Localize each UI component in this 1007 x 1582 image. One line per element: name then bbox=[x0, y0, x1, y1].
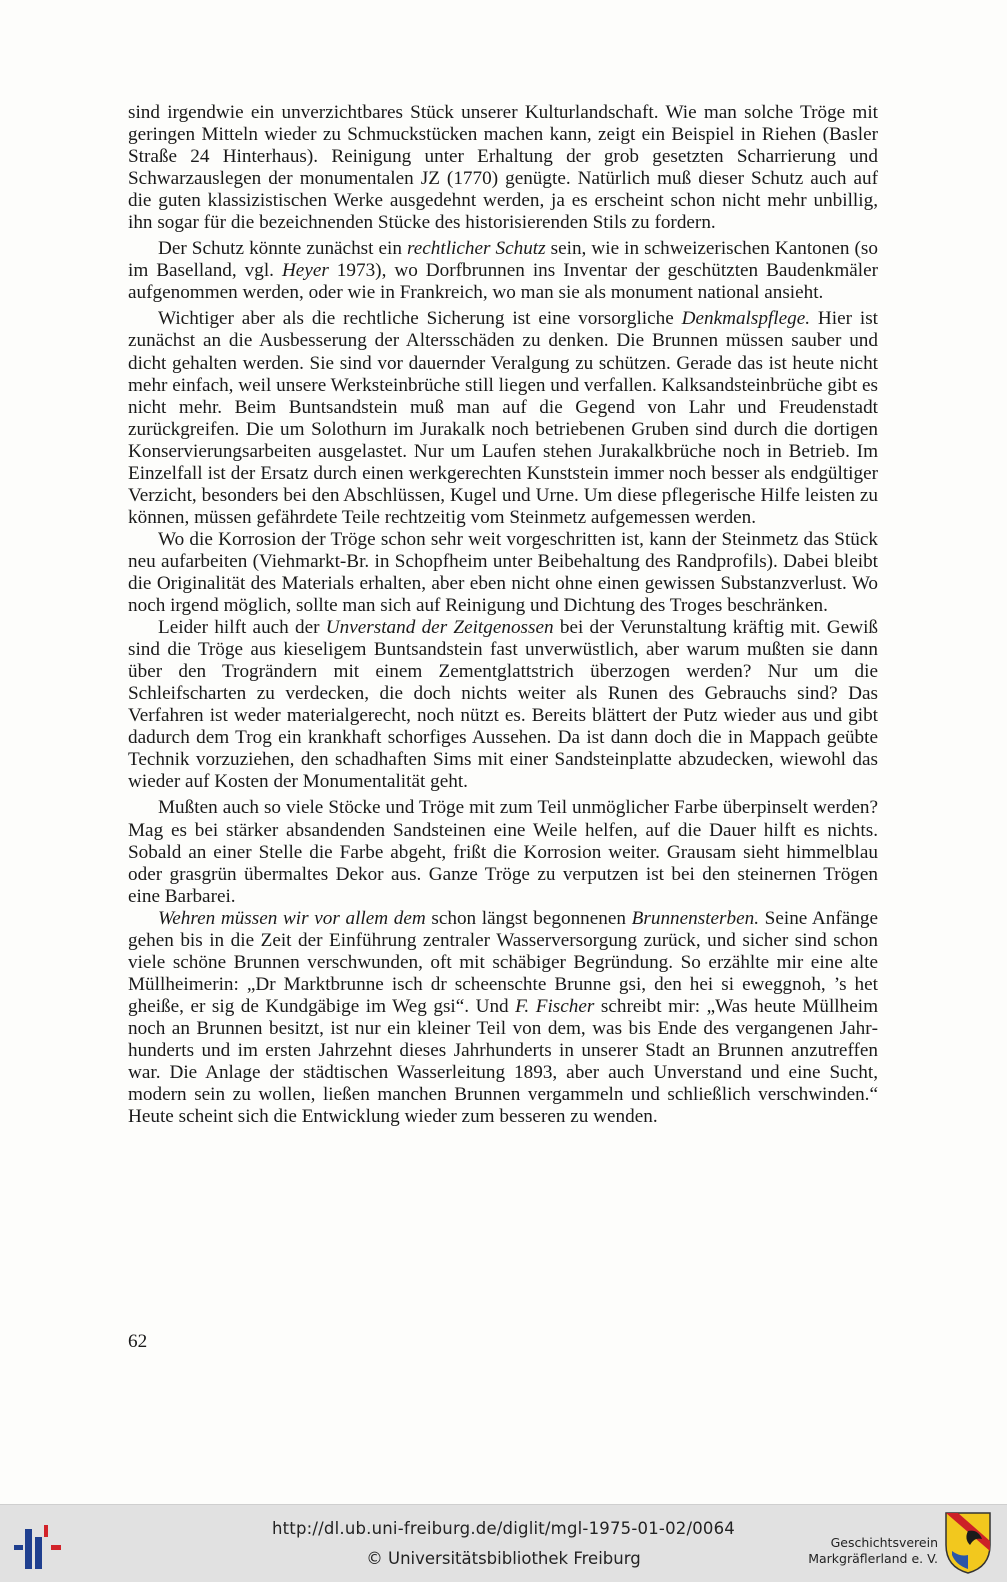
italic-text: Denkmalspflege. bbox=[681, 308, 811, 330]
permalink-url[interactable]: http://dl.ub.uni-freiburg.de/diglit/mgl-1975-01-02/0064 bbox=[271, 1519, 736, 1538]
viewer-footer bbox=[0, 1504, 1007, 1582]
italic-text: Wehren müssen wir vor allem dem bbox=[158, 907, 426, 929]
italic-text: Unverstand der Zeitgenossen bbox=[325, 617, 554, 639]
italic-text: rechtlicher Schutz bbox=[407, 238, 546, 260]
text-run: 1973), wo Dorfbrunnen ins Inventar der geschützten Baudenkmäler aufgenommen werden, oder wie in Frankreich, wo man sie als monument national ansieht. bbox=[128, 260, 878, 304]
italic-text: Heyer bbox=[281, 260, 329, 282]
paragraph bbox=[128, 797, 878, 907]
text-run: Seine Anfänge gehen bis in die Zeit der Einführung zentraler Wasserversorgung zurück, und sicher sind schon viele schöne Brunnen verschwunden, oft mit schäbiger Begründung. So erzählte mir eine alte Müllheimerin: „Dr Marktbrunne isch dr scheenschte Brunne gsi, den hei si eweggnoh, ’s het gheiße, er sig de Kundgäbige im Weg gsi“. Und bbox=[128, 907, 878, 1017]
paragraph bbox=[128, 102, 878, 234]
text-run: bei der Verunstaltung kräftig mit. Gewiß sind die Tröge aus kieseligem Buntsandstein fast unverwüstlich, aber warum mußten sie dann über den Trogrändern mit einem Zementglattstrich überzogen werden? Nur um die Schleifscharten zu verdecken, die doch nichts weiter als Runen des Gebrauchs sind? Das Verfahren ist weder materialgerecht, noch nützt es. Bereits blättert der Putz wieder aus und gibt dadurch dem Trog ein krankhaft schorfiges Aussehen. Da ist dann doch die in Mappach geübte Technik vorzuziehen, den schadhaften Sims mit einer Sandsteinplatte abzudecken, wiewohl das wieder auf Kosten der Monumentalität geht. bbox=[128, 617, 878, 793]
text-run: Wo die Korrosion der Tröge schon sehr weit vorgeschritten ist, kann der Steinmetz das Stück neu aufarbeiten (Viehmarkt-Br. in Schopfheim unter Beibehaltung des Randprofils). Dabei bleibt die Originalität des Materials erhalten, aber eben nicht ohne einen gewissen Substanzverlust. Wo noch irgend möglich, sollte man sich auf Reinigung und Dichtung des Troges beschränken. bbox=[128, 528, 878, 617]
text-run: Der Schutz könnte zunächst ein bbox=[158, 238, 407, 260]
society-name bbox=[808, 1535, 938, 1567]
text-run: Hier ist zunächst an die Ausbesserung der Altersschäden zu denken. Die Brunnen müssen sauber und dicht gehalten werden. Sie sind vor dauernder Veralgung zu schützen. Gerade das ist heute nicht mehr einfach, weil unsere Werksteinbrüche still liegen und verfallen. Kalksandsteinbrüche gibt es nicht mehr. Beim Buntsandstein muß man auf die Gegend von Lahr und Freudenstadt zurückgreifen. Die um Solothurn im Jurakalk noch betriebenen Gruben sind durch die dortigen Konservierungsarbeiten ausgelastet. Nur um Laufen stehen Jurakalkbrüche noch in Betrieb. Im Einzelfall ist der Ersatz durch einen werkgerechten Kunststein immer noch besser als endgültiger Verzicht, besonders bei den Abschlüssen, Kugel und Urne. Um diese pflegerische Hilfe leisten zu können, müssen gefährdete Teile rechtzeitig vom Steinmetz aufgemessen werden. bbox=[128, 308, 878, 528]
text-run: sind irgendwie ein unverzichtbares Stück unserer Kulturlandschaft. Wie man solche Tröge mit geringen Mitteln wieder zu Schmuckstücken machen kann, zeigt ein Beispiel in Riehen (Basler Straße 24 Hinterhaus). Reinigung unter Erhaltung der grob gesetzten Scharrierung und Schwarzauslegen der monumentalen JZ (1770) genügte. Natürlich muß dieser Schutz auch auf die guten klassizistischen Werke ausgedehnt werden, ja es erscheint schon nicht mehr unbillig, ihn sogar für die bezeichnenden Stücke des historisierenden Stils zu fordern. bbox=[128, 102, 878, 234]
society-line-1: Geschichtsverein bbox=[830, 1535, 938, 1550]
paragraph bbox=[128, 308, 878, 528]
text-run: Leider hilft auch der bbox=[158, 617, 326, 639]
text-run: schon längst begonnenen bbox=[425, 907, 632, 929]
paragraph bbox=[128, 529, 878, 617]
copyright-notice: © Universitätsbibliothek Freiburg bbox=[366, 1549, 641, 1568]
italic-text: F. Fischer bbox=[515, 995, 595, 1017]
page-number: 62 bbox=[128, 1331, 148, 1352]
body-text bbox=[128, 102, 878, 1128]
text-run: schreibt mir: „Was heute Müllheim noch an Brunnen besitzt, ist nur ein kleiner Teil von dem, was bis Ende des vergangenen Jahrhunderts und im ersten Jahrzehnt dieses Jahrhunderts in unserer Stadt an Brunnen anzutreffen war. Die Anlage der städtischen Wasserleitung 1893, aber auch Unverstand und eine Sucht, modern sein zu wollen, ließen manchen Brunnen vergammeln und schließlich verschwinden.“ Heute scheint sich die Entwicklung wieder zum besseren zu wenden. bbox=[128, 995, 878, 1128]
paragraph bbox=[128, 238, 878, 304]
paragraph bbox=[128, 617, 878, 793]
italic-text: Brunnensterben. bbox=[631, 907, 760, 929]
text-run: Wichtiger aber als die rechtliche Sicherung ist eine vorsorgliche bbox=[158, 308, 682, 330]
text-run: Mußten auch so viele Stöcke und Tröge mit zum Teil unmöglicher Farbe überpinselt werden? Mag es bei stärker absandenden Sandsteinen eine Weile helfen, auf die Dauer hilft es nichts. Sobald an einer Stelle die Farbe abgeht, frißt die Korrosion weiter. Grausam sieht himmelblau oder grasgrün übermaltes Dekor aus. Ganze Tröge zu verputzen ist bei den steinernen Trögen eine Barbarei. bbox=[128, 797, 878, 907]
coat-of-arms-icon bbox=[944, 1511, 992, 1575]
society-line-2: Markgräflerland e. V. bbox=[808, 1551, 938, 1566]
text-run: sein, wie in schweizerischen Kantonen (so im Baselland, vgl. bbox=[128, 238, 878, 282]
paragraph bbox=[128, 908, 878, 1128]
